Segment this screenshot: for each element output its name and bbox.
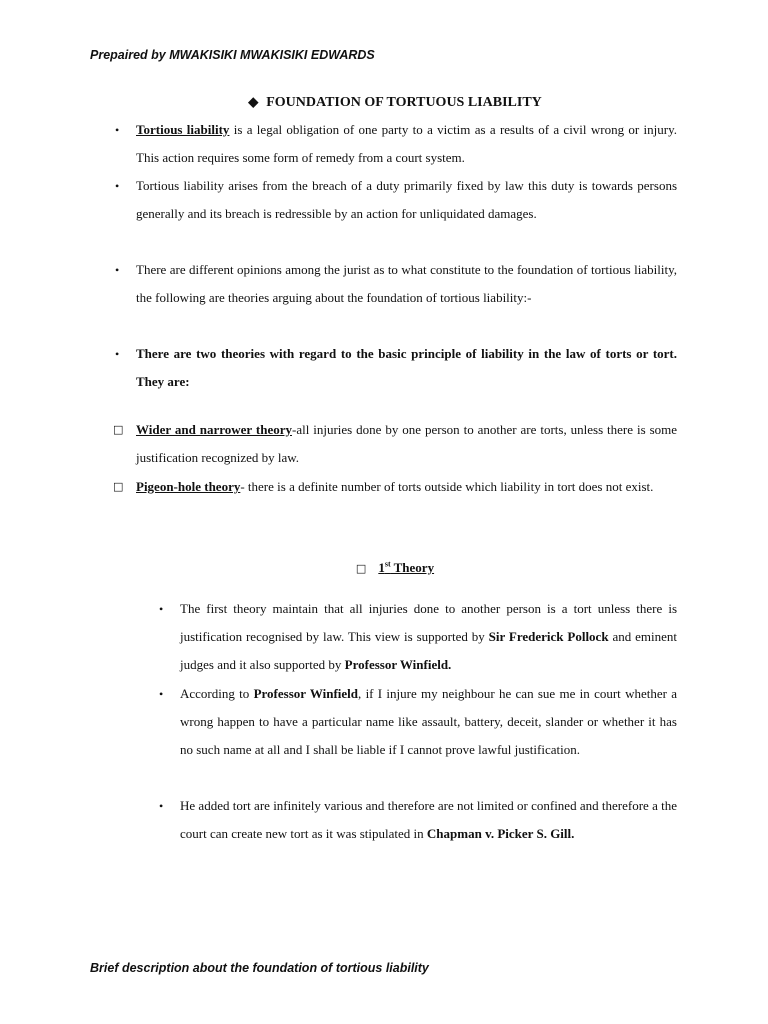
page-header: Prepaired by MWAKISIKI MWAKISIKI EDWARDS — [90, 48, 375, 62]
paragraph-according-winfield: According to Professor Winfield, if I injure my neighbour he can sue me in court whether a wrong happen to have a particular name like assault, battery, deceit, slander or whether it has no such name at all and I shall be liable if I cannot prove lawful justification. — [180, 686, 678, 757]
page-footer: Brief description about the foundation of tortious liability — [90, 961, 429, 975]
paragraph-text: - there is a definite number of torts outside which liability in tort does not exist. — [240, 479, 654, 494]
name-sir-frederick-pollock: Sir Frederick Pollock — [488, 629, 609, 644]
theory-title: 1st Theory — [378, 560, 435, 576]
name-professor-winfield: Professor Winfield — [253, 686, 359, 701]
term-wider-narrower: Wider and narrower theory — [136, 422, 292, 437]
paragraph-breach-duty: Tortious liability arises from the breach of a duty primarily fixed by law this duty is towards persons generally and its breach is redressible by an action for unliquidated damages. — [136, 178, 677, 221]
paragraph-first-theory-maintain: The first theory maintain that all injuries done to another person is a tort unless there is justification recognised by law. This view is supported by Sir Frederick Pollock and eminent judges and it also supported by Professor Winfield. — [180, 601, 677, 672]
bullet-marker: • — [159, 799, 164, 813]
paragraph-wider-narrower-theory — [136, 416, 677, 472]
paragraph-two-theories: There are two theories with regard to the basic principle of liability in the law of torts or tort. They are: — [136, 346, 677, 389]
bullet-marker: • — [115, 123, 120, 137]
heading-text: FOUNDATION OF TORTUOUS LIABILITY — [266, 95, 542, 110]
first-theory-heading — [0, 560, 768, 576]
bullet-marker: • — [115, 347, 120, 361]
bullet-marker: • — [115, 179, 120, 193]
checkbox-bullet-icon: □ — [113, 480, 124, 493]
bullet-marker: • — [115, 263, 120, 277]
bullet-marker: • — [159, 602, 164, 616]
checkbox-bullet-icon: □ — [113, 423, 124, 436]
name-professor-winfield: Professor Winfield. — [344, 657, 452, 672]
paragraph-text: is a legal obligation of one party to a victim as a results of a civil wrong or injury. This action requires some form of remedy from a court system. — [136, 122, 677, 165]
paragraph-tortious-liability — [136, 116, 677, 172]
section-heading — [0, 94, 768, 111]
paragraph-tort-infinitely-various: He added tort are infinitely various and therefore are not limited or confined and therefore a the court can create new tort as it was stipulated in Chapman v. Picker S. Gill. — [180, 798, 677, 841]
paragraph-jurist-opinions: There are different opinions among the jurist as to what constitute to the foundation of tortious liability, the following are theories arguing about the foundation of tortious liability:- — [136, 262, 677, 305]
paragraph-pigeon-hole-theory — [136, 473, 677, 501]
case-chapman-v-picker: Chapman v. Picker S. Gill. — [426, 826, 575, 841]
term-tortious-liability: Tortious liability — [136, 122, 230, 137]
checkbox-bullet-icon: □ — [355, 562, 367, 576]
bullet-marker: • — [159, 687, 164, 701]
term-pigeon-hole: Pigeon-hole theory — [136, 479, 241, 494]
paragraph-text: -all injuries done by one person to another are torts, unless there is some justification recognized by law. — [136, 422, 678, 465]
diamond-bullet-icon: ◆ — [248, 94, 259, 109]
